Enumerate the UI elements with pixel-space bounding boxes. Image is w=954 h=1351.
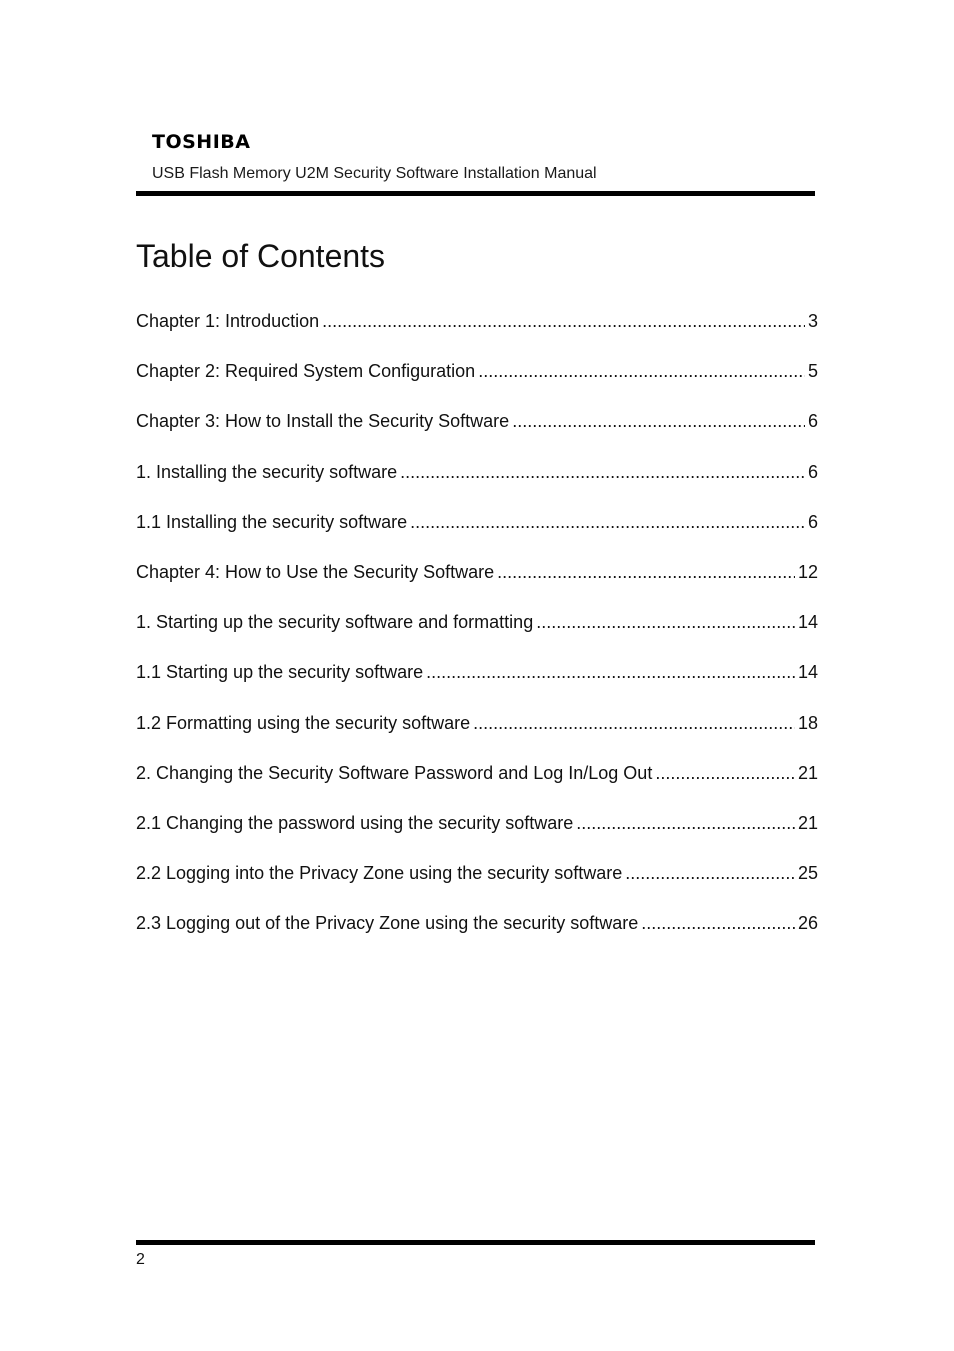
toc-entry-title: 1. Starting up the security software and formatting — [136, 612, 534, 633]
toc-entry-page: 6 — [807, 461, 818, 482]
toc-entry-title: 1. Installing the security software — [136, 461, 398, 482]
toc-entry-page: 6 — [807, 511, 818, 532]
toc-entry-page: 21 — [797, 762, 818, 783]
toc-entry[interactable] — [136, 913, 818, 963]
toc-entry-title: 1.1 Installing the security software — [136, 511, 408, 532]
toc-entry-page: 25 — [797, 863, 818, 884]
toc-entry-page: 18 — [797, 712, 818, 733]
toshiba-logo: TOSHIBA — [152, 131, 251, 153]
toc-dot-leader — [410, 512, 805, 533]
toc-entry-page: 5 — [807, 361, 818, 382]
toc-dot-leader — [473, 713, 795, 734]
toc-dot-leader — [625, 863, 795, 884]
toc-entry[interactable] — [136, 612, 818, 662]
toc-entry-title: Chapter 1: Introduction — [136, 311, 320, 331]
toc-entry[interactable] — [136, 361, 818, 411]
toc-entry-page: 14 — [797, 662, 818, 683]
toc-dot-leader — [497, 562, 795, 583]
toc-entry[interactable] — [136, 662, 818, 712]
toc-entry-page: 21 — [797, 812, 818, 833]
toc-entry-title: 2.1 Changing the password using the security software — [136, 812, 574, 833]
toc-dot-leader — [426, 662, 795, 683]
footer-rule — [136, 1240, 815, 1245]
toc-dot-leader — [400, 462, 805, 483]
toc-entry-page: 3 — [807, 311, 818, 331]
toc-entry-title: 1.2 Formatting using the security software — [136, 712, 471, 733]
document-title: USB Flash Memory U2M Security Software Installation Manual — [152, 165, 597, 182]
toc-entry-title: Chapter 4: How to Use the Security Software — [136, 561, 495, 582]
toc-dot-leader — [322, 311, 805, 332]
toc-entry[interactable] — [136, 411, 818, 461]
table-of-contents — [136, 311, 818, 963]
toc-dot-leader — [655, 763, 795, 784]
toc-entry[interactable] — [136, 713, 818, 763]
toc-entry-page: 14 — [797, 612, 818, 633]
page-number: 2 — [136, 1251, 145, 1268]
toc-entry[interactable] — [136, 311, 818, 361]
toc-dot-leader — [536, 612, 795, 633]
toc-entry[interactable] — [136, 763, 818, 813]
toc-entry-title: 2.2 Logging into the Privacy Zone using the security software — [136, 863, 623, 884]
page-title: Table of Contents — [136, 238, 386, 274]
toc-entry[interactable] — [136, 512, 818, 562]
toc-entry-title: Chapter 3: How to Install the Security Software — [136, 411, 510, 432]
toc-entry-page: 26 — [797, 913, 818, 934]
toc-entry[interactable] — [136, 462, 818, 512]
toc-dot-leader — [576, 813, 795, 834]
toc-entry-title: 1.1 Starting up the security software — [136, 662, 424, 683]
toc-entry[interactable] — [136, 813, 818, 863]
toc-entry-title: 2.3 Logging out of the Privacy Zone using the security software — [136, 913, 639, 934]
toc-entry-title: Chapter 2: Required System Configuration — [136, 361, 476, 382]
toc-dot-leader — [641, 913, 795, 934]
toc-entry[interactable] — [136, 863, 818, 913]
toc-entry-page: 6 — [807, 411, 818, 432]
toc-entry-title: 2. Changing the Security Software Password and Log In/Log Out — [136, 762, 653, 783]
toc-entry-page: 12 — [797, 561, 818, 582]
toc-dot-leader — [478, 361, 805, 382]
toc-dot-leader — [512, 411, 805, 432]
toc-entry[interactable] — [136, 562, 818, 612]
header-rule — [136, 191, 815, 196]
